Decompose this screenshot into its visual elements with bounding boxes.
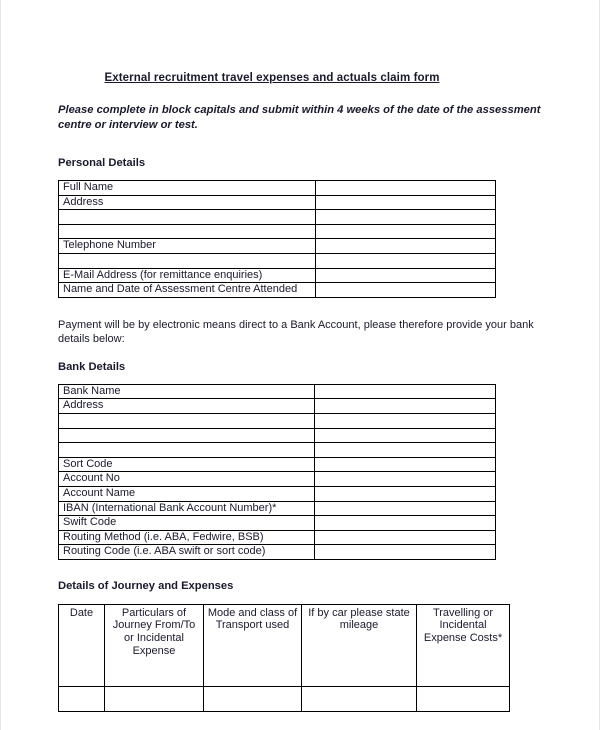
bank-field-label: IBAN (International Bank Account Number)* [59,501,315,516]
table-row [59,530,496,545]
bank-details-table [58,384,496,560]
bank-field-value[interactable] [315,501,496,516]
document-content [58,0,541,712]
personal-field-value[interactable] [316,224,496,239]
table-row [59,195,496,210]
journey-cell-cost[interactable] [417,686,510,711]
bank-field-value[interactable] [315,516,496,531]
personal-field-label: E-Mail Address (for remittance enquiries) [59,268,316,283]
personal-details-heading: Personal Details [58,157,146,169]
bank-field-value[interactable] [315,457,496,472]
bank-field-label: Routing Code (i.e. ABA swift or sort code) [59,545,315,560]
bank-field-label [59,443,315,458]
bank-field-value[interactable] [315,428,496,443]
table-row [59,224,496,239]
bank-field-value[interactable] [315,443,496,458]
personal-field-value[interactable] [316,253,496,268]
personal-field-value[interactable] [316,181,496,196]
table-row [59,210,496,225]
bank-field-label: Routing Method (i.e. ABA, Fedwire, BSB) [59,530,315,545]
table-row [59,253,496,268]
journey-cell-date[interactable] [59,686,105,711]
column-header-mode: Mode and class of Transport used [204,604,302,686]
bank-field-label: Swift Code [59,516,315,531]
bank-field-label: Sort Code [59,457,315,472]
personal-field-label: Telephone Number [59,239,316,254]
table-row [59,413,496,428]
personal-field-label [59,210,316,225]
personal-field-label [59,253,316,268]
table-row [59,399,496,414]
table-row [59,686,510,711]
payment-note: Payment will be by electronic means direct to a Bank Account, please therefore provide your bank details below: [58,318,534,346]
table-row [59,501,496,516]
table-row [59,545,496,560]
journey-cell-particulars[interactable] [105,686,204,711]
bank-details-heading: Bank Details [58,360,126,373]
bank-field-value[interactable] [315,384,496,399]
journey-expenses-table [58,604,510,712]
bank-field-label [59,428,315,443]
table-row [59,428,496,443]
column-header-mileage: If by car please state mileage [302,604,417,686]
page-title: External recruitment travel expenses and actuals claim form [104,72,440,84]
journey-cell-mileage[interactable] [302,686,417,711]
personal-field-label: Full Name [59,181,316,196]
table-row [59,239,496,254]
table-row [59,457,496,472]
bank-field-label: Address [59,399,315,414]
table-row [59,486,496,501]
bank-field-value[interactable] [315,545,496,560]
personal-field-label: Address [59,195,316,210]
table-row [59,268,496,283]
bank-field-label: Account Name [59,486,315,501]
personal-field-value[interactable] [316,195,496,210]
column-header-date: Date [59,604,105,686]
personal-field-value[interactable] [316,268,496,283]
column-header-particulars: Particulars of Journey From/To or Incidental Expense [105,604,204,686]
personal-field-label: Name and Date of Assessment Centre Attended [59,283,316,298]
bank-field-label: Account No [59,472,315,487]
table-row [59,472,496,487]
bank-field-value[interactable] [315,399,496,414]
bank-field-value[interactable] [315,413,496,428]
table-row [59,283,496,298]
journey-cell-mode[interactable] [204,686,302,711]
personal-field-value[interactable] [316,283,496,298]
completion-instruction: Please complete in block capitals and submit within 4 weeks of the date of the assessment centre or interview or test. [58,104,541,131]
bank-field-value[interactable] [315,486,496,501]
personal-field-value[interactable] [316,210,496,225]
bank-field-label [59,413,315,428]
column-header-cost: Travelling or Incidental Expense Costs* [417,604,510,686]
personal-field-value[interactable] [316,239,496,254]
bank-field-value[interactable] [315,472,496,487]
table-row [59,384,496,399]
table-row [59,516,496,531]
table-header-row [59,604,510,686]
table-row [59,181,496,196]
personal-details-table [58,180,496,298]
bank-field-label: Bank Name [59,384,315,399]
personal-field-label [59,224,316,239]
journey-expenses-heading: Details of Journey and Expenses [58,579,234,592]
table-row [59,443,496,458]
bank-field-value[interactable] [315,530,496,545]
